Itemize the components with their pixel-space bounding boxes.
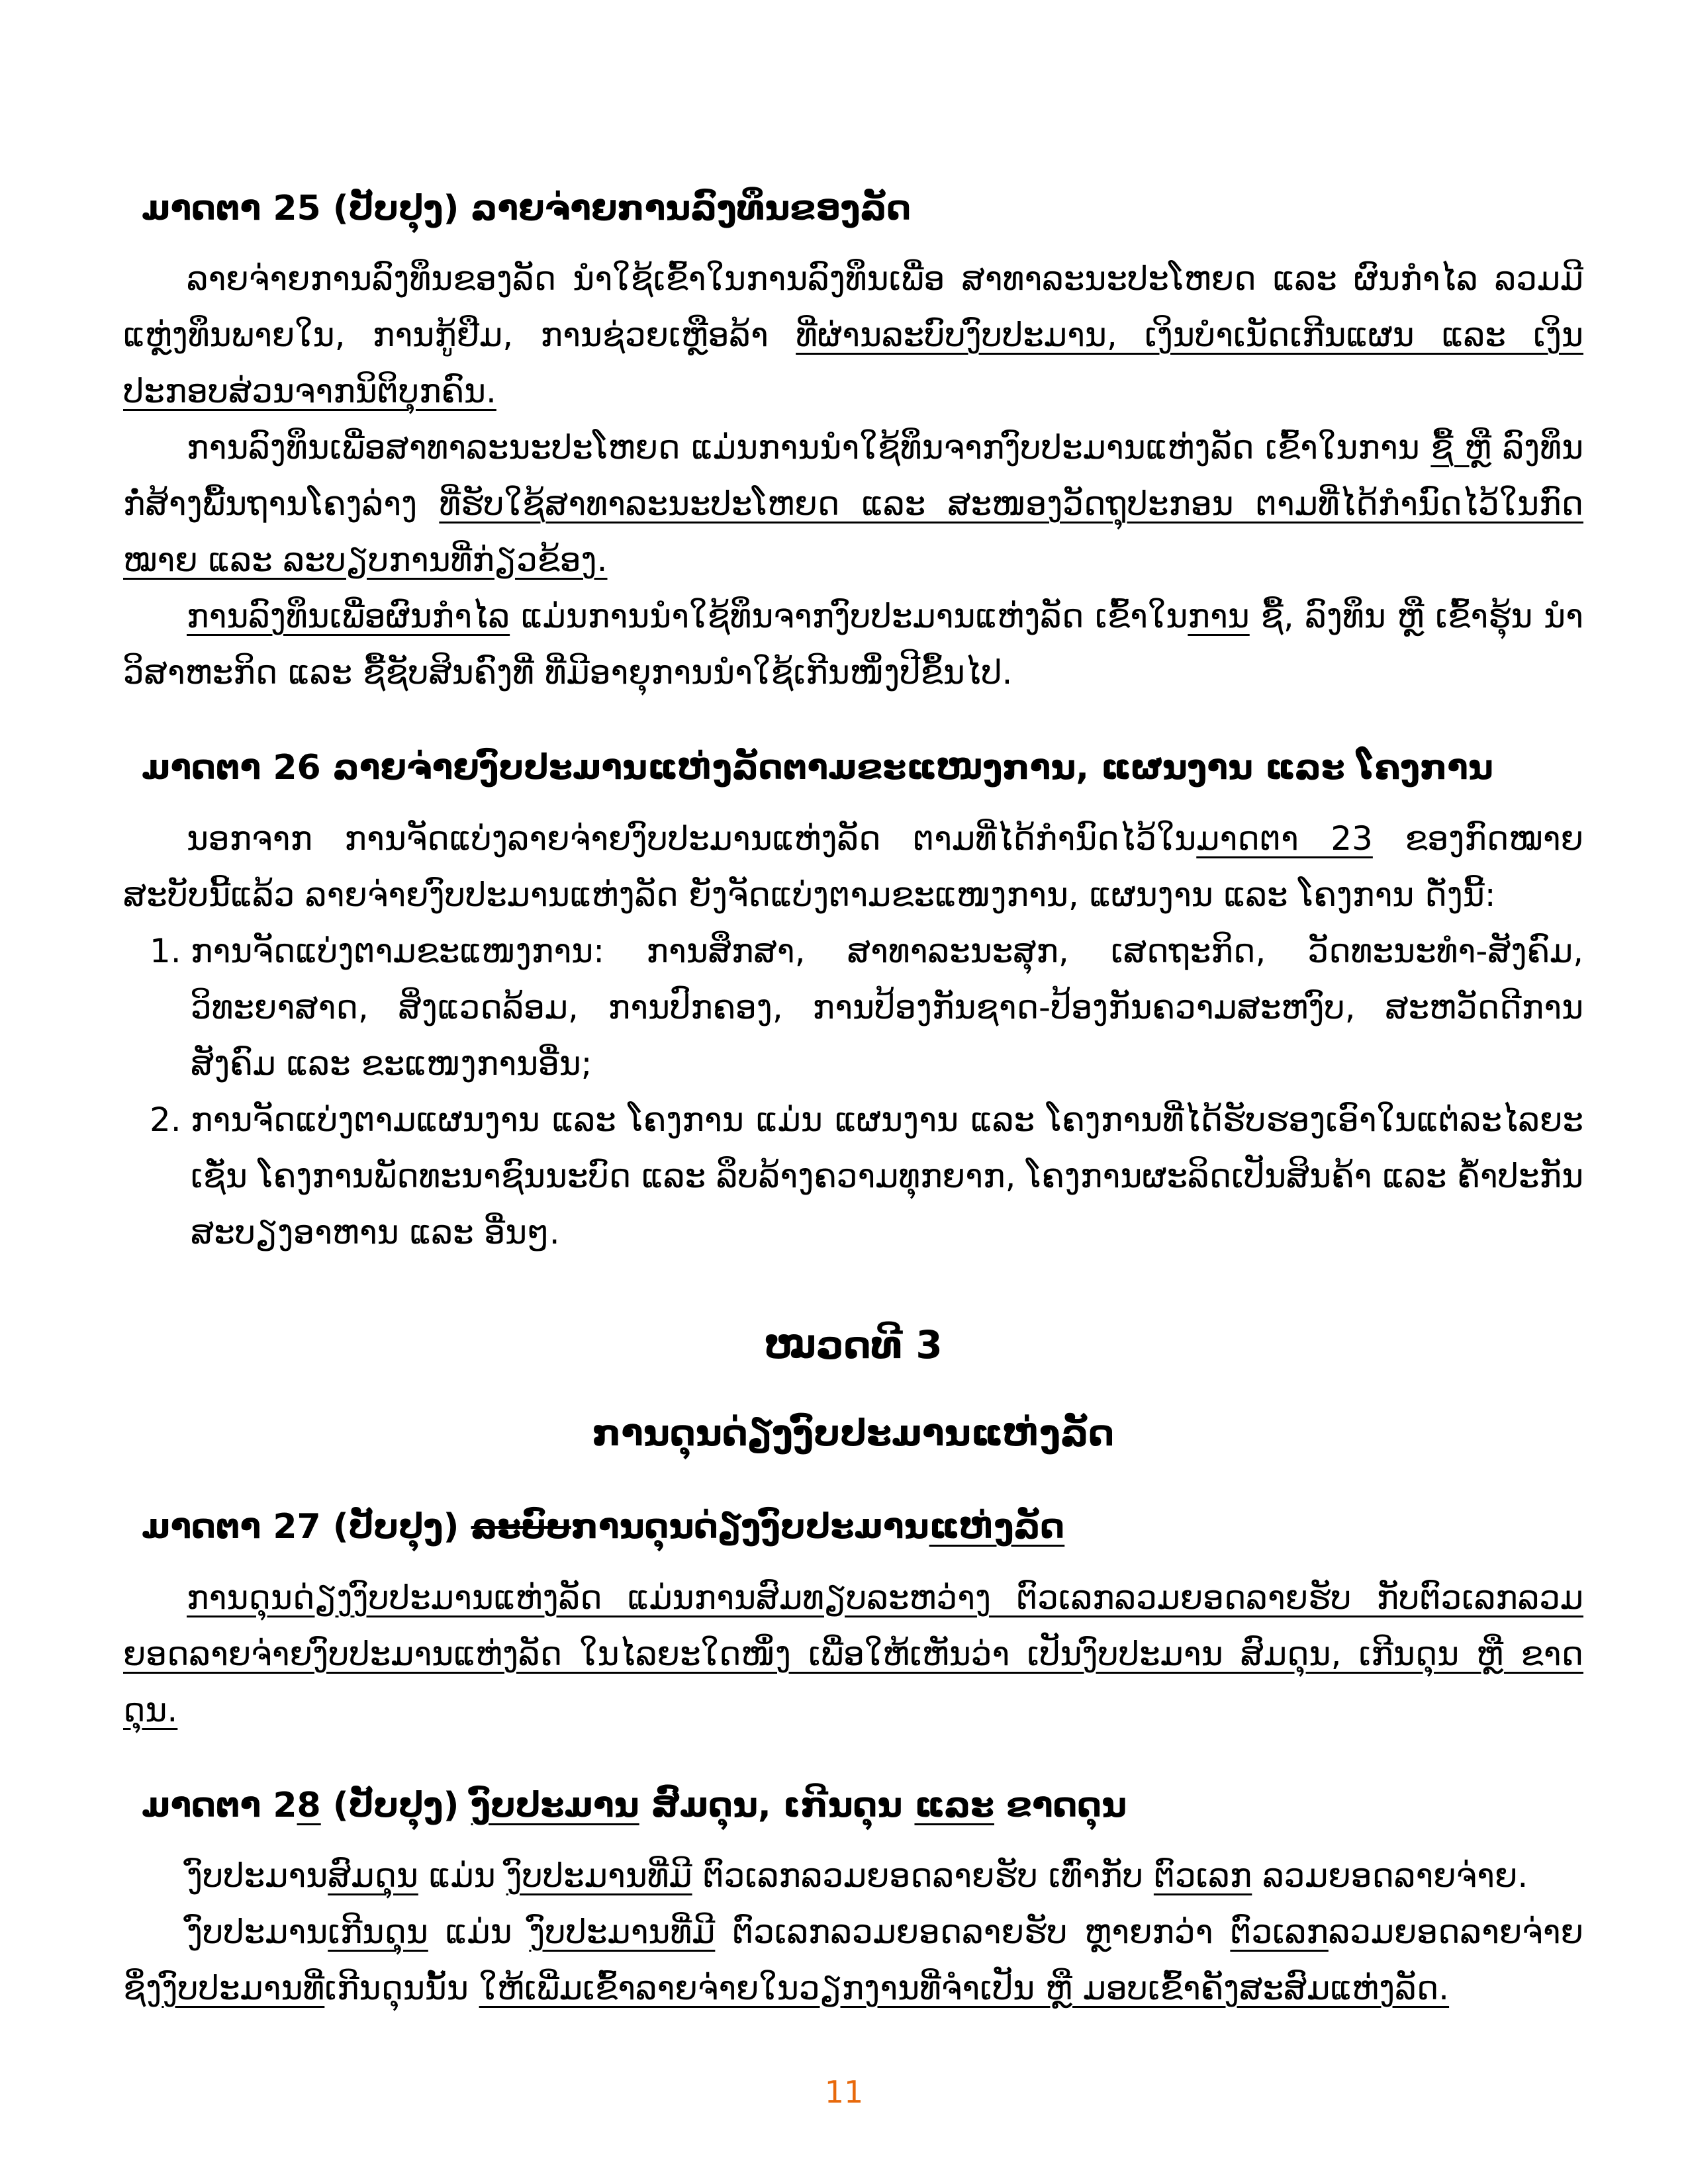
article-25-paragraph-1: ລາຍຈ່າຍການລົງທຶນຂອງລັດ ນຳໃຊ້ເຂົ້າໃນການລົງທຶນເພື່ອ ສາທາລະນະປະໂຫຍດ ແລະ ຜົນກຳໄລ ລວມມີ ແຫຼ່ງທຶນພາຍໃນ, ການກູ້ຢືມ, ການຊ່ວຍເຫຼືອລ້າ ທີ່ຜ່ານລະບົບງົບປະມານ, ເງິນບຳເນັດເກີນແຜນ ແລະ ເງິນ ປະກອບສ່ວນຈາກນິຕິບຸກຄົນ. <box>123 259 1583 411</box>
article-25-heading: ມາດຕາ 25 (ປັບປຸງ) ລາຍຈ່າຍການລົງທຶນຂອງລັດ <box>142 189 912 228</box>
chapter-3-title: ໝວດທີ 3 <box>764 1322 943 1367</box>
list-item-1 <box>150 923 1583 1092</box>
list-item-1-number: 1. <box>150 931 181 970</box>
article-25-paragraph-3: ການລົງທຶນເພື່ອຜົນກຳໄລ ແມ່ນການນຳໃຊ້ທຶນຈາກງົບປະມານແຫ່ງລັດ ເຂົ້າໃນການ ຊື້, ລົງທຶນ ຫຼື ເຂົ້າຮຸ້ນ ນຳວິສາຫະກິດ ແລະ ຊື້ຊັບສິນຄົງທີ່ ທີ່ມີອາຍຸການນຳໃຊ້ເກີນໜຶ່ງປີຂຶ້ນໄປ. <box>123 597 1583 692</box>
article-25-paragraph-2: ການລົງທຶນເພື່ອສາທາລະນະປະໂຫຍດ ແມ່ນການນຳໃຊ້ທຶນຈາກງົບປະມານແຫ່ງລັດ ເຂົ້າໃນການ ຊື້ ຫຼື ລົງທຶນ ກໍ່ສ້າງພື້ນຖານໂຄງລ່າງ ທີ່ຮັບໃຊ້ສາທາລະນະປະໂຫຍດ ແລະ ສະໜອງວັດຖຸປະກອນ ຕາມທີ່ໄດ້ກຳນົດໄວ້ໃນກົດ ໝາຍ ແລະ ລະບຽບການທີ່ກ່ຽວຂ້ອງ. <box>123 428 1583 580</box>
article-27-heading: ມາດຕາ 27 (ປັບປຸງ) ລະບົບການດຸນດ່ຽງງົບປະມານແຫ່ງລັດ <box>142 1507 1065 1547</box>
article-28-paragraph-2: ງົບປະມານເກີນດຸນ ແມ່ນ ງົບປະມານທີ່ມີ ຕົວເລກລວມຍອດລາຍຮັບ ຫຼາຍກວ່າ ຕົວເລກລວມຍອດລາຍຈ່າຍ ຊຶ່ງງົບປະມານທີ່ເກີນດຸນນັ້ນ ໃຫ້ເພີ່ມເຂົ້າລາຍຈ່າຍໃນວຽກງານທີ່ຈຳເປັນ ຫຼື ມອບເຂົ້າຄັງສະສົມແຫ່ງລັດ. <box>123 1913 1583 2008</box>
article-26-heading: ມາດຕາ 26 ລາຍຈ່າຍງົບປະມານແຫ່ງລັດຕາມຂະແໜງການ, ແຜນງານ ແລະ ໂຄງການ <box>142 748 1493 788</box>
article-27-paragraph-1: ການດຸນດ່ຽງງົບປະມານແຫ່ງລັດ ແມ່ນການສົມທຽບລະຫວ່າງ ຕົວເລກລວມຍອດລາຍຮັບ ກັບຕົວເລກລວມ ຍອດລາຍຈ່າຍງົບປະມານແຫ່ງລັດ ໃນໄລຍະໃດໜຶ່ງ ເພື່ອໃຫ້ເຫັນວ່າ ເປັນງົບປະມານ ສົມດຸນ, ເກີນດຸນ ຫຼື ຂາດດຸນ. <box>123 1578 1583 1729</box>
list-item-2-number: 2. <box>150 1100 181 1139</box>
list-item-1-text: ການຈັດແບ່ງຕາມຂະແໜງການ: ການສຶກສາ, ສາທາລະນະສຸກ, ເສດຖະກິດ, ວັດທະນະທຳ-ສັງຄົມ, ວິທະຍາສາດ, ສິ່ງແວດລ້ອມ, ການປົກຄອງ, ການປ້ອງກັນຊາດ-ປ້ອງກັນຄວາມສະຫງົບ, ສະຫວັດດີການ ສັງຄົມ ແລະ ຂະແໜງການອື່ນ; <box>191 931 1583 1083</box>
article-28-heading: ມາດຕາ 28 (ປັບປຸງ) ງົບປະມານ ສົມດຸນ, ເກີນດຸນ ແລະ ຂາດດຸນ <box>142 1785 1127 1825</box>
page-number: 11 <box>824 2074 864 2110</box>
chapter-3-subtitle: ການດຸນດ່ຽງງົບປະມານແຫ່ງລັດ <box>592 1411 1115 1454</box>
list-item-2-text: ການຈັດແບ່ງຕາມແຜນງານ ແລະ ໂຄງການ ແມ່ນ ແຜນງານ ແລະ ໂຄງການທີ່ໄດ້ຮັບຮອງເອົາໃນແຕ່ລະໄລຍະ ເຊັ່ນ ໂຄງການພັດທະນາຊົນນະບົດ ແລະ ລຶບລ້າງຄວາມທຸກຍາກ, ໂຄງການຜະລິດເປັນສິນຄ້າ ແລະ ຄໍ້າປະກັນ ສະບຽງອາຫານ ແລະ ອື່ນໆ. <box>191 1100 1583 1251</box>
list-item-2 <box>150 1092 1583 1261</box>
article-28-paragraph-1: ງົບປະມານສົມດຸນ ແມ່ນ ງົບປະມານທີ່ມີ ຕົວເລກລວມຍອດລາຍຮັບ ເທົ່າກັບ ຕົວເລກ ລວມຍອດລາຍຈ່າຍ. <box>187 1856 1528 1895</box>
article-26-intro-paragraph: ນອກຈາກ ການຈັດແບ່ງລາຍຈ່າຍງົບປະມານແຫ່ງລັດ ຕາມທີ່ໄດ້ກຳນົດໄວ້ໃນມາດຕາ 23 ຂອງກົດໝາຍ ສະບັບນີ້ແລ້ວ ລາຍຈ່າຍງົບປະມານແຫ່ງລັດ ຍັງຈັດແບ່ງຕາມຂະແໜງການ, ແຜນງານ ແລະ ໂຄງການ ດັ່ງນີ້: <box>123 819 1584 914</box>
